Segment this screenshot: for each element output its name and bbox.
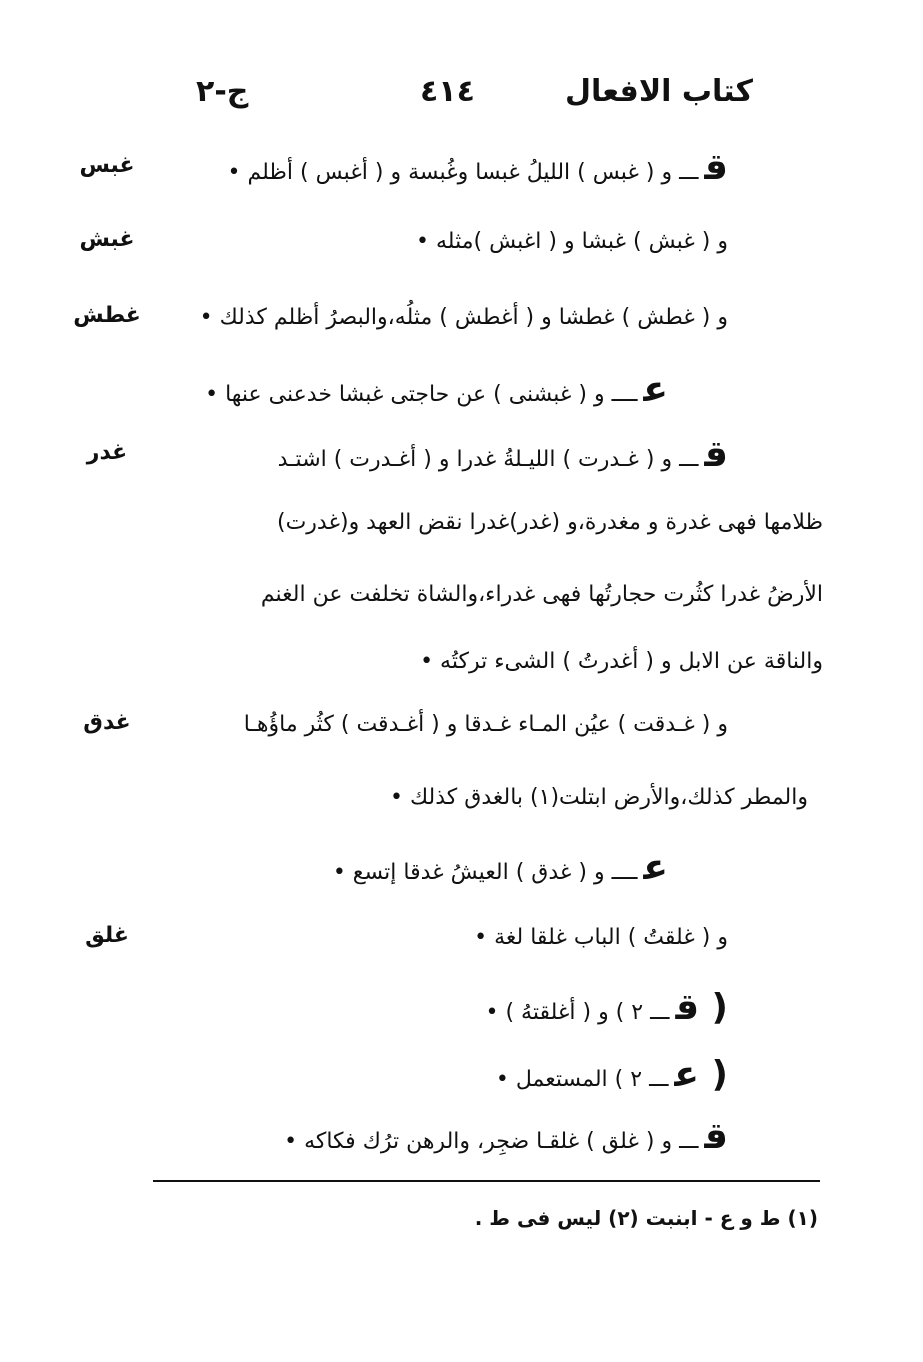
text-line <box>333 848 668 893</box>
line-marker: ق <box>704 434 728 475</box>
text-line <box>244 705 728 745</box>
text-line <box>205 370 668 415</box>
root-word: غبس <box>79 153 135 178</box>
line-marker: ع <box>643 369 668 410</box>
line-text: ـــ و ( غلق ) غلقـا ضجِر، والرهن ترُك فكاكه • <box>284 1129 699 1154</box>
root-word: غطش <box>73 303 141 328</box>
root-word: غلق <box>85 923 129 948</box>
text-line <box>485 988 728 1033</box>
line-text: و ( غطش ) غطشا و ( أغطش ) مثلُه،والبصرُ أظلم كذلك • <box>199 305 728 330</box>
page-number: ٤١٤ <box>420 74 475 109</box>
footnote-divider <box>153 1180 820 1182</box>
line-marker: ع <box>643 847 668 888</box>
text-line <box>200 298 728 338</box>
text-line <box>416 222 728 262</box>
text-line <box>278 435 728 480</box>
line-text: و ( غبش ) غبشا و ( اغبش )مثله • <box>416 229 728 254</box>
text-line <box>277 503 823 543</box>
text-line <box>390 778 808 818</box>
line-text: ـــ و ( غـدرت ) الليـلةُ غدرا و ( أغـدرت ) اشتـد <box>277 447 699 472</box>
line-text: والمطر كذلك،والأرض ابتلت(١) بالغدق كذلك • <box>390 785 808 810</box>
line-marker: ق <box>704 1116 728 1157</box>
footnote: (١) ط و ع - ابنبت (٢) ليس فى ط . <box>474 1206 818 1230</box>
text-line <box>284 1117 728 1162</box>
text-line <box>496 1055 728 1100</box>
line-text: ــــ و ( غدق ) العيشُ غدقا إتسع • <box>332 860 638 885</box>
line-text: و ( غـدقت ) عيُن المـاء غـدقا و ( أغـدقت ) كثُر ماؤُهـا <box>243 712 728 737</box>
line-marker: ق <box>704 147 728 188</box>
line-text: ـــ ٢ ) المستعمل • <box>495 1067 669 1092</box>
line-text: و ( غلقتُ ) الباب غلقا لغة • <box>474 925 728 950</box>
line-text: ـــ ٢ ) و ( أغلقتهُ ) • <box>485 1000 670 1025</box>
volume-label: ج-٢ <box>196 74 249 109</box>
line-text: ظلامها فهى غدرة و مغدرة،و (غدر)غدرا نقض العهد و(غدرت) <box>277 510 823 535</box>
line-text: ـــ و ( غبس ) الليلُ غبسا وغُبسة و ( أغبس ) أظلم • <box>227 160 699 185</box>
text-line <box>420 642 823 682</box>
line-text: الأرضُ غدرا كثُرت حجارتُها فهى غدراء،والشاة تخلفت عن الغنم <box>260 582 823 607</box>
text-line <box>228 148 728 193</box>
text-line <box>474 918 728 958</box>
text-line <box>261 575 823 615</box>
root-word: غدق <box>83 710 131 735</box>
line-text: ــــ و ( غبشنى ) عن حاجتى غبشا خدعنى عنها • <box>205 382 638 407</box>
line-marker: ( ق <box>675 987 728 1028</box>
line-text: والناقة عن الابل و ( أغدرتُ ) الشىء تركتُه • <box>420 649 823 674</box>
root-word: غدر <box>86 440 128 465</box>
root-word: غبش <box>79 227 135 252</box>
book-title: كتاب الافعال <box>564 74 753 109</box>
line-marker: ( ع <box>674 1054 728 1095</box>
